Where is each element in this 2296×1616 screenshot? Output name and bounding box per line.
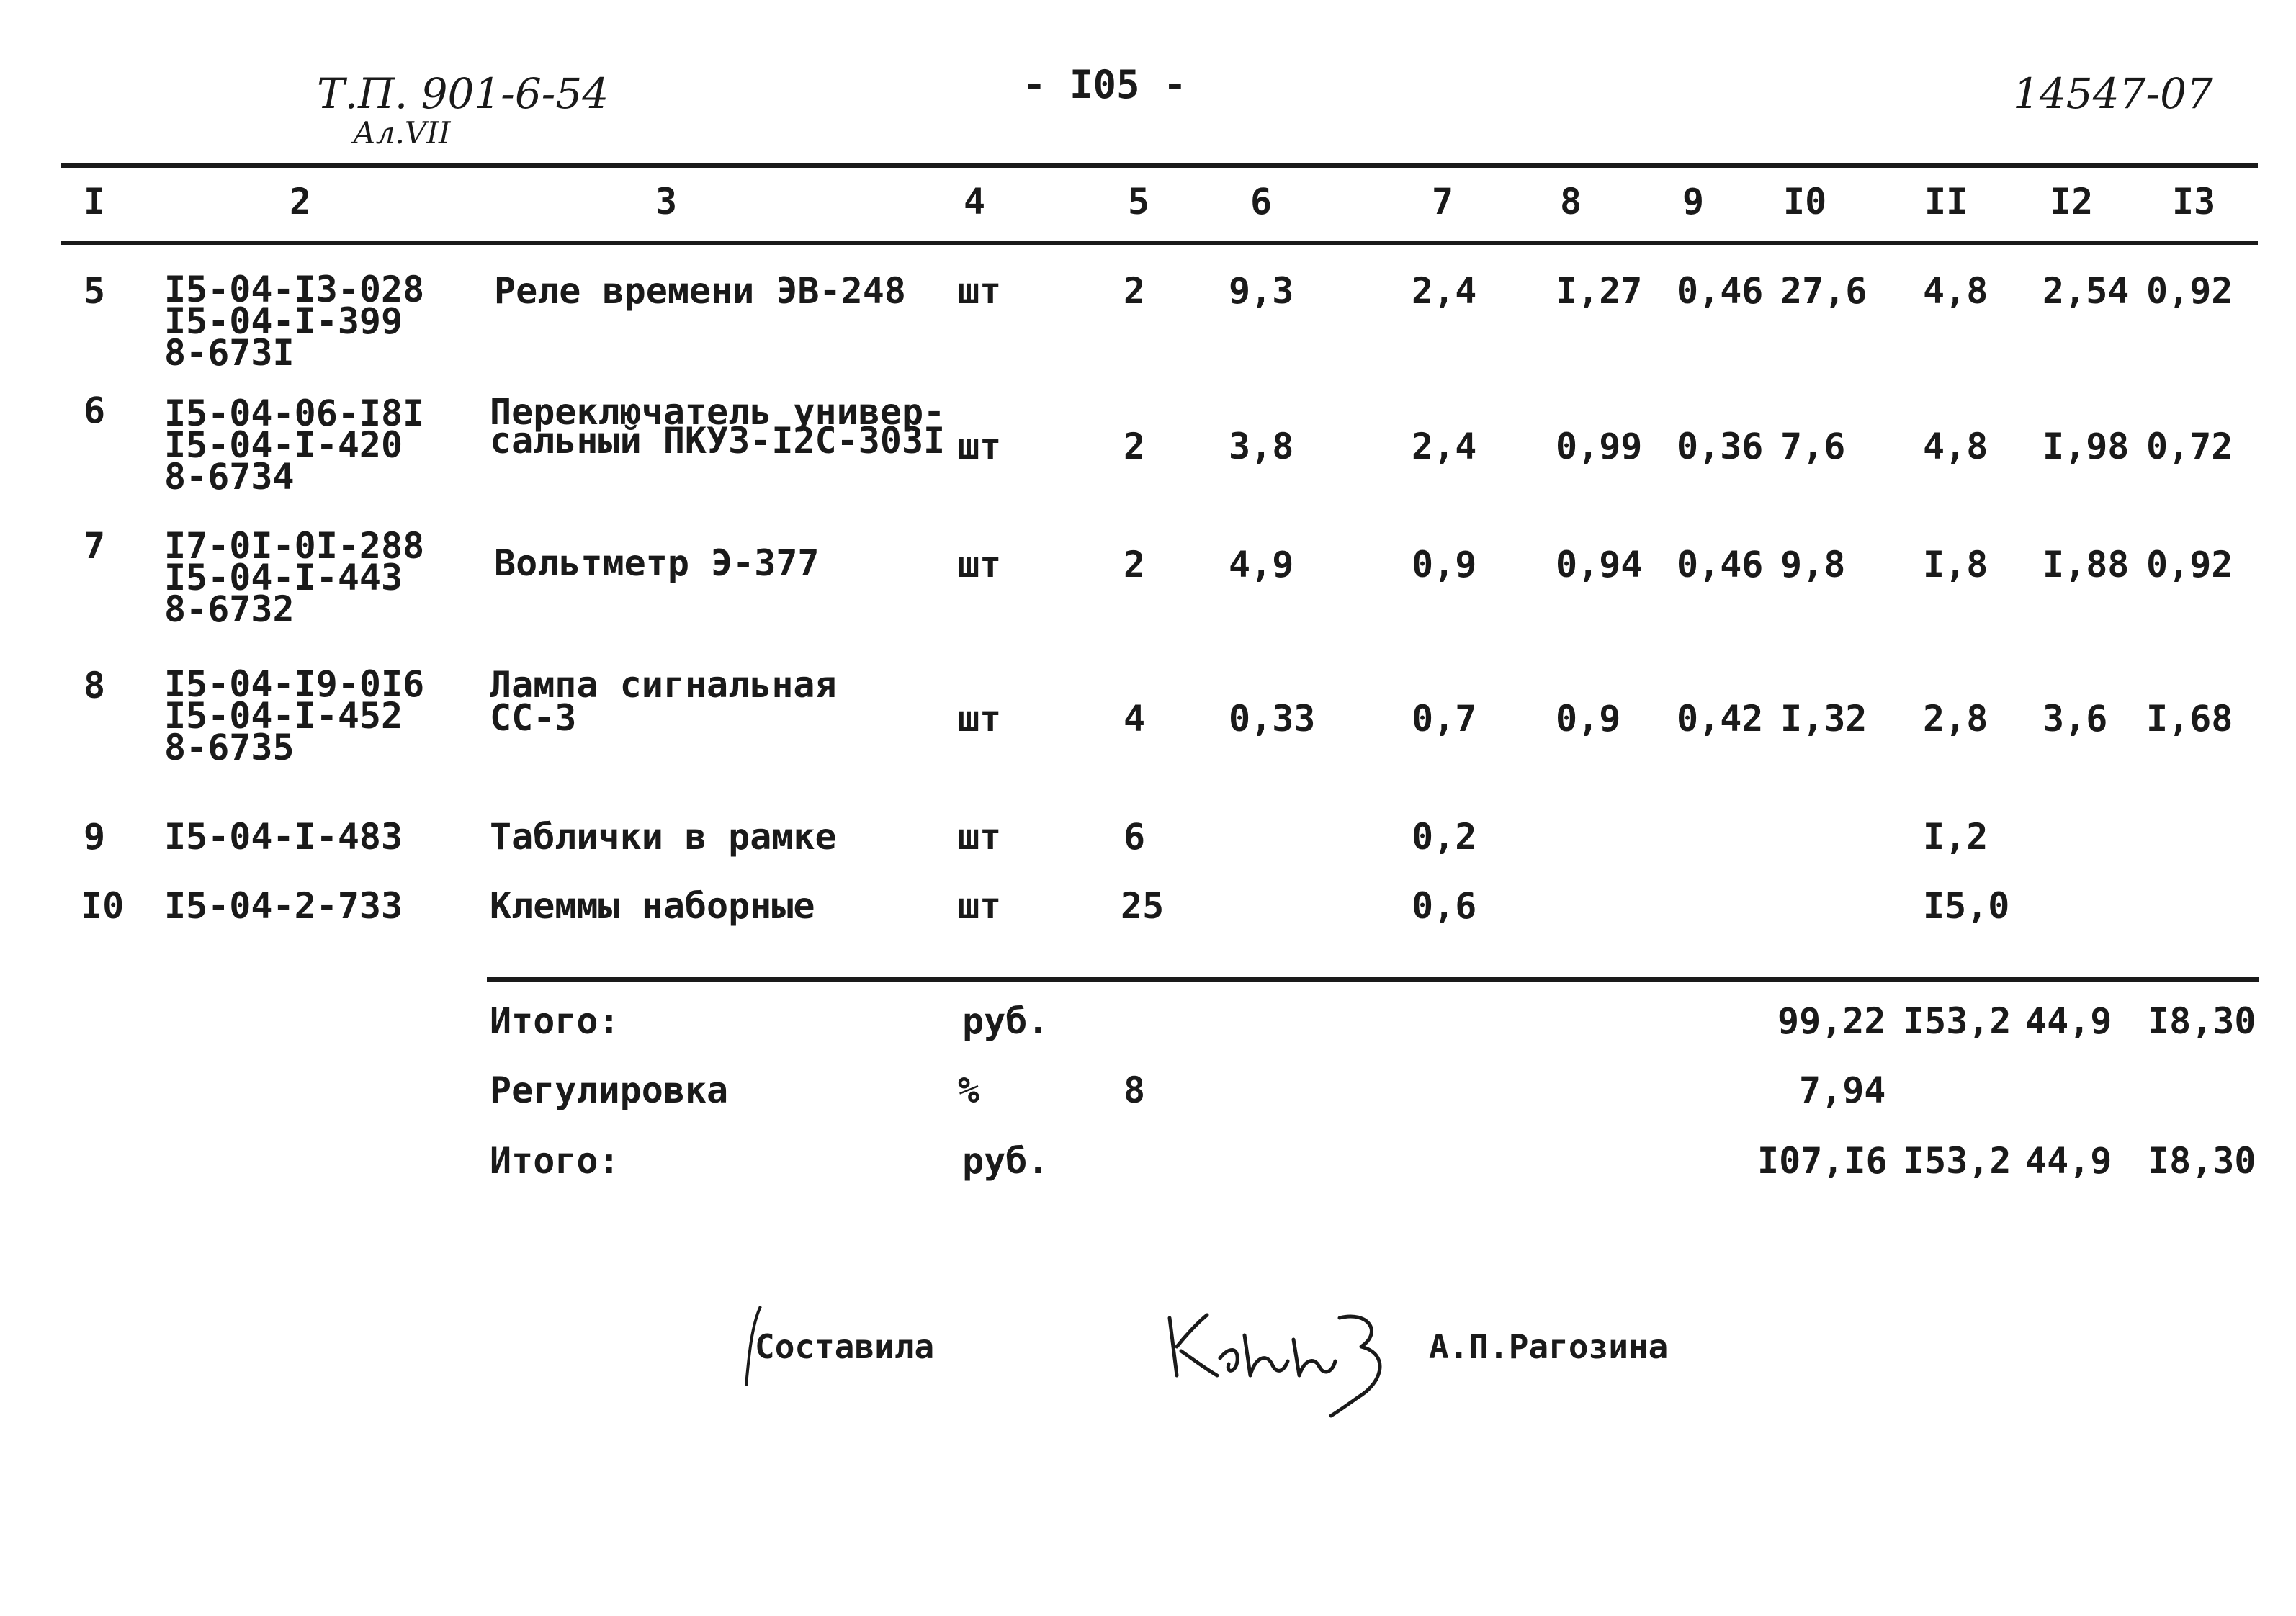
totals-col12: 44,9 [2025,1000,2112,1042]
totals-label: Регулировка [490,1069,729,1111]
cell-unit: шт [958,544,1002,585]
composed-by-label: Составила [755,1327,935,1366]
cell-col11: 4,8 [1923,270,1988,312]
totals-unit: руб. [962,1140,1049,1182]
totals-rule [487,977,2259,982]
cell-codes: I5-04-I3-028 I5-04-I-399 8-673I [164,269,425,374]
cell-col11: 4,8 [1923,426,1988,467]
cell-name: Реле времени ЭВ-248 [494,270,906,312]
table-header-rule [61,241,2258,245]
cell-item-number: 6 [84,390,106,431]
cell-col8: I,27 [1556,270,1643,312]
cell-col10: 27,6 [1780,270,1867,312]
column-header: 4 [964,181,986,223]
cell-col11: I5,0 [1923,885,2010,927]
signer-name: А.П.Рагозина [1429,1327,1669,1366]
page-number: - I05 - [1023,62,1187,107]
column-header: 7 [1432,181,1454,223]
cell-unit: шт [958,426,1002,467]
cell-codes: I5-04-I9-0I6 I5-04-I-452 8-6735 [164,663,425,768]
cell-col6: 9,3 [1229,270,1294,312]
totals-label: Итого: [490,1000,620,1042]
cell-col9: 0,36 [1677,426,1764,467]
cell-col5: 2 [1124,426,1146,467]
cell-col10: I,32 [1780,698,1867,740]
cell-col10: 7,6 [1780,426,1846,467]
cell-col9: 0,46 [1677,270,1764,312]
cell-col7: 0,2 [1412,816,1477,858]
cell-col12: 2,54 [2042,270,2130,312]
cell-col10: 9,8 [1780,544,1846,585]
handwritten-signature [1160,1289,1419,1419]
cell-col5: 2 [1124,270,1146,312]
cell-item-number: I0 [81,885,125,927]
cell-name: Вольтметр Э-377 [494,542,820,584]
cell-name: Таблички в рамке [490,816,837,858]
totals-unit: % [958,1069,980,1111]
column-header: 2 [290,181,312,223]
cell-codes: I5-04-I-483 [164,816,403,858]
cell-item-number: 8 [84,665,106,706]
cell-col13: 0,72 [2146,426,2233,467]
cell-col6: 4,9 [1229,544,1294,585]
totals-col11: I53,2 [1903,1140,2012,1182]
column-header: I2 [2050,181,2094,223]
column-header: 9 [1682,181,1705,223]
totals-col10: 99,22 [1777,1000,1886,1042]
totals-qty: 8 [1124,1069,1146,1111]
cell-unit: шт [958,816,1002,858]
cell-col6: 3,8 [1229,426,1294,467]
cell-col13: 0,92 [2146,270,2233,312]
cell-col5: 2 [1124,544,1146,585]
cell-col5: 25 [1121,885,1165,927]
totals-col10: 7,94 [1799,1069,1886,1111]
cell-col11: I,2 [1923,816,1988,858]
cell-codes: I7-0I-0I-288 I5-04-I-443 8-6732 [164,525,425,630]
totals-col13: I8,30 [2148,1000,2256,1042]
totals-col11: I53,2 [1903,1000,2012,1042]
cell-col5: 4 [1124,698,1146,740]
cell-col8: 0,94 [1556,544,1643,585]
column-header: I0 [1783,181,1827,223]
cell-col7: 2,4 [1412,426,1477,467]
totals-unit: руб. [962,1000,1049,1042]
cell-item-number: 7 [84,525,106,567]
cell-unit: шт [958,270,1002,312]
cell-col8: 0,9 [1556,698,1621,740]
cell-name: Переключатель универ- сальный ПКУЗ-I2С-303I [490,391,946,462]
cell-col6: 0,33 [1229,698,1316,740]
cell-name: Лампа сигнальная СС-3 [490,664,837,739]
document-code-right: 14547-07 [2013,69,2213,118]
cell-codes: I5-04-2-733 [164,885,403,927]
totals-col12: 44,9 [2025,1140,2112,1182]
cell-col9: 0,42 [1677,698,1764,740]
column-header: 6 [1250,181,1273,223]
cell-col12: I,98 [2042,426,2130,467]
document-code-left: Т.П. 901-6-54 [317,69,609,118]
cell-col5: 6 [1124,816,1146,858]
cell-col12: I,88 [2042,544,2130,585]
cell-col8: 0,99 [1556,426,1643,467]
cell-item-number: 5 [84,270,106,312]
cell-col12: 3,6 [2042,698,2108,740]
cell-codes: I5-04-06-I8I I5-04-I-420 8-6734 [164,392,425,498]
cell-name: Клеммы наборные [490,885,815,927]
cell-col7: 0,6 [1412,885,1477,927]
cell-item-number: 9 [84,816,106,858]
column-header: II [1924,181,1968,223]
column-header: I [84,181,106,223]
column-header: 3 [655,181,678,223]
cell-unit: шт [958,885,1002,927]
cell-col7: 2,4 [1412,270,1477,312]
cell-col7: 0,7 [1412,698,1477,740]
column-header: I3 [2172,181,2216,223]
document-sheet-label: Ал.VII [353,115,451,151]
totals-col10: I07,I6 [1757,1140,1888,1182]
totals-label: Итого: [490,1140,620,1182]
cell-col7: 0,9 [1412,544,1477,585]
column-header: 8 [1560,181,1582,223]
cell-col9: 0,46 [1677,544,1764,585]
totals-col13: I8,30 [2148,1140,2256,1182]
column-header: 5 [1128,181,1150,223]
cell-col13: I,68 [2146,698,2233,740]
cell-col13: 0,92 [2146,544,2233,585]
table-top-rule [61,163,2258,168]
cell-col11: 2,8 [1923,698,1988,740]
cell-col11: I,8 [1923,544,1988,585]
cell-unit: шт [958,698,1002,740]
